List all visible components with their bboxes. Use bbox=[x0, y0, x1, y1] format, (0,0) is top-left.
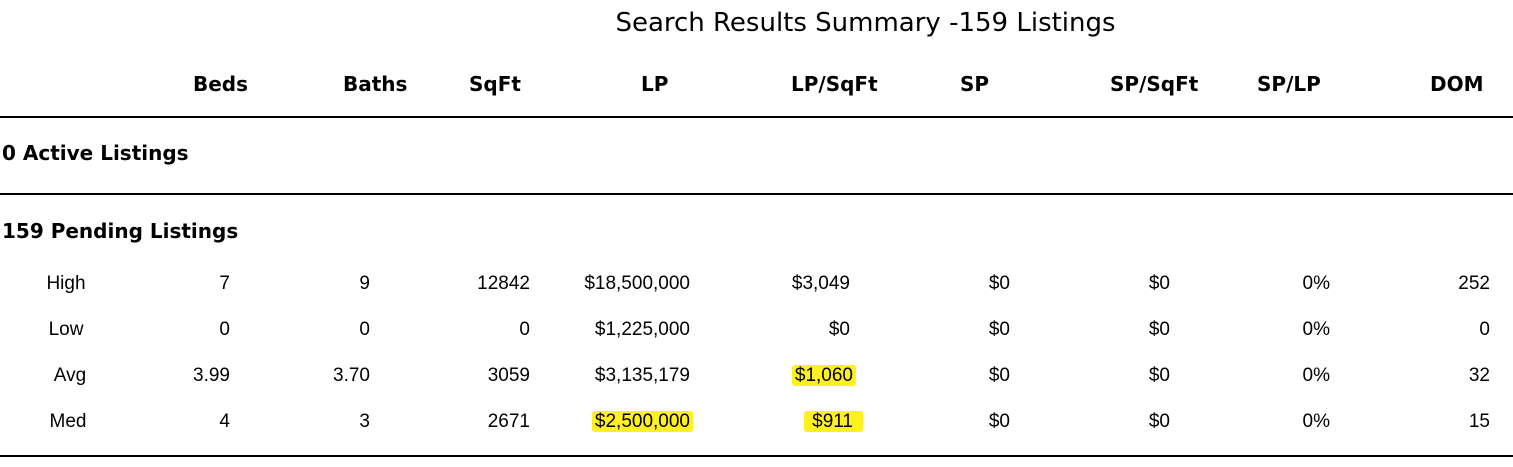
summary-title: Search Results Summary -159 Listings bbox=[615, 8, 1116, 38]
column-header-sqft: SqFt bbox=[469, 72, 521, 96]
table-bottom-divider bbox=[0, 455, 1513, 457]
row-label: Avg bbox=[53, 365, 87, 386]
cell-beds: 4 bbox=[219, 411, 230, 432]
cell-lp-highlighted bbox=[530, 411, 693, 433]
cell-sp: $0 bbox=[988, 273, 1010, 294]
column-header-sp-lp: SP/LP bbox=[1257, 72, 1321, 96]
cell-baths: 9 bbox=[359, 273, 370, 294]
row-label: Low bbox=[48, 319, 84, 340]
cell-sqft: 12842 bbox=[477, 273, 530, 294]
cell-sp-sqft: $0 bbox=[1148, 319, 1170, 340]
cell-baths: 3 bbox=[359, 411, 370, 432]
cell-sqft: 0 bbox=[519, 319, 530, 340]
column-header-lp: LP bbox=[641, 72, 669, 96]
section-active-listings: 0 Active Listings bbox=[2, 141, 189, 165]
header-divider bbox=[0, 116, 1513, 118]
cell-lp-sqft-highlighted bbox=[730, 365, 856, 387]
cell-sp-lp: 0% bbox=[1302, 273, 1330, 294]
cell-dom: 15 bbox=[1468, 411, 1490, 432]
column-header-sp-sqft: SP/SqFt bbox=[1110, 72, 1199, 96]
row-label: High bbox=[46, 273, 86, 294]
cell-sqft: 3059 bbox=[487, 365, 530, 386]
cell-sp-sqft: $0 bbox=[1148, 365, 1170, 386]
cell-sp: $0 bbox=[988, 411, 1010, 432]
cell-sp: $0 bbox=[988, 319, 1010, 340]
cell-lp-sqft-highlighted bbox=[730, 411, 863, 433]
column-header-baths: Baths bbox=[343, 72, 408, 96]
cell-lp-sqft: $3,049 bbox=[791, 273, 850, 294]
cell-sp: $0 bbox=[988, 365, 1010, 386]
cell-lp: $3,135,179 bbox=[594, 365, 690, 386]
cell-sp-lp: 0% bbox=[1302, 365, 1330, 386]
cell-sp-lp: 0% bbox=[1302, 319, 1330, 340]
cell-beds: 3.99 bbox=[193, 365, 230, 386]
cell-lp: $18,500,000 bbox=[584, 273, 690, 294]
highlight-mark: $2,500,000 bbox=[592, 411, 693, 432]
column-header-lp-sqft: LP/SqFt bbox=[791, 72, 878, 96]
section-divider bbox=[0, 193, 1513, 195]
highlight-mark: $1,060 bbox=[792, 365, 856, 386]
cell-baths: 3.70 bbox=[333, 365, 370, 386]
cell-dom: 252 bbox=[1458, 273, 1490, 294]
highlight-mark: $911 bbox=[804, 411, 863, 432]
cell-sp-sqft: $0 bbox=[1148, 273, 1170, 294]
section-pending-listings: 159 Pending Listings bbox=[2, 219, 239, 243]
cell-lp-sqft: $0 bbox=[828, 319, 850, 340]
cell-beds: 7 bbox=[219, 273, 230, 294]
column-header-beds: Beds bbox=[193, 72, 249, 96]
cell-lp: $1,225,000 bbox=[594, 319, 690, 340]
cell-beds: 0 bbox=[219, 319, 230, 340]
row-label: Med bbox=[49, 411, 87, 432]
cell-sp-sqft: $0 bbox=[1148, 411, 1170, 432]
cell-baths: 0 bbox=[359, 319, 370, 340]
cell-dom: 32 bbox=[1468, 365, 1490, 386]
cell-sqft: 2671 bbox=[487, 411, 530, 432]
column-header-dom: DOM bbox=[1430, 72, 1484, 96]
cell-sp-lp: 0% bbox=[1302, 411, 1330, 432]
cell-dom: 0 bbox=[1479, 319, 1490, 340]
column-header-sp: SP bbox=[960, 72, 990, 96]
